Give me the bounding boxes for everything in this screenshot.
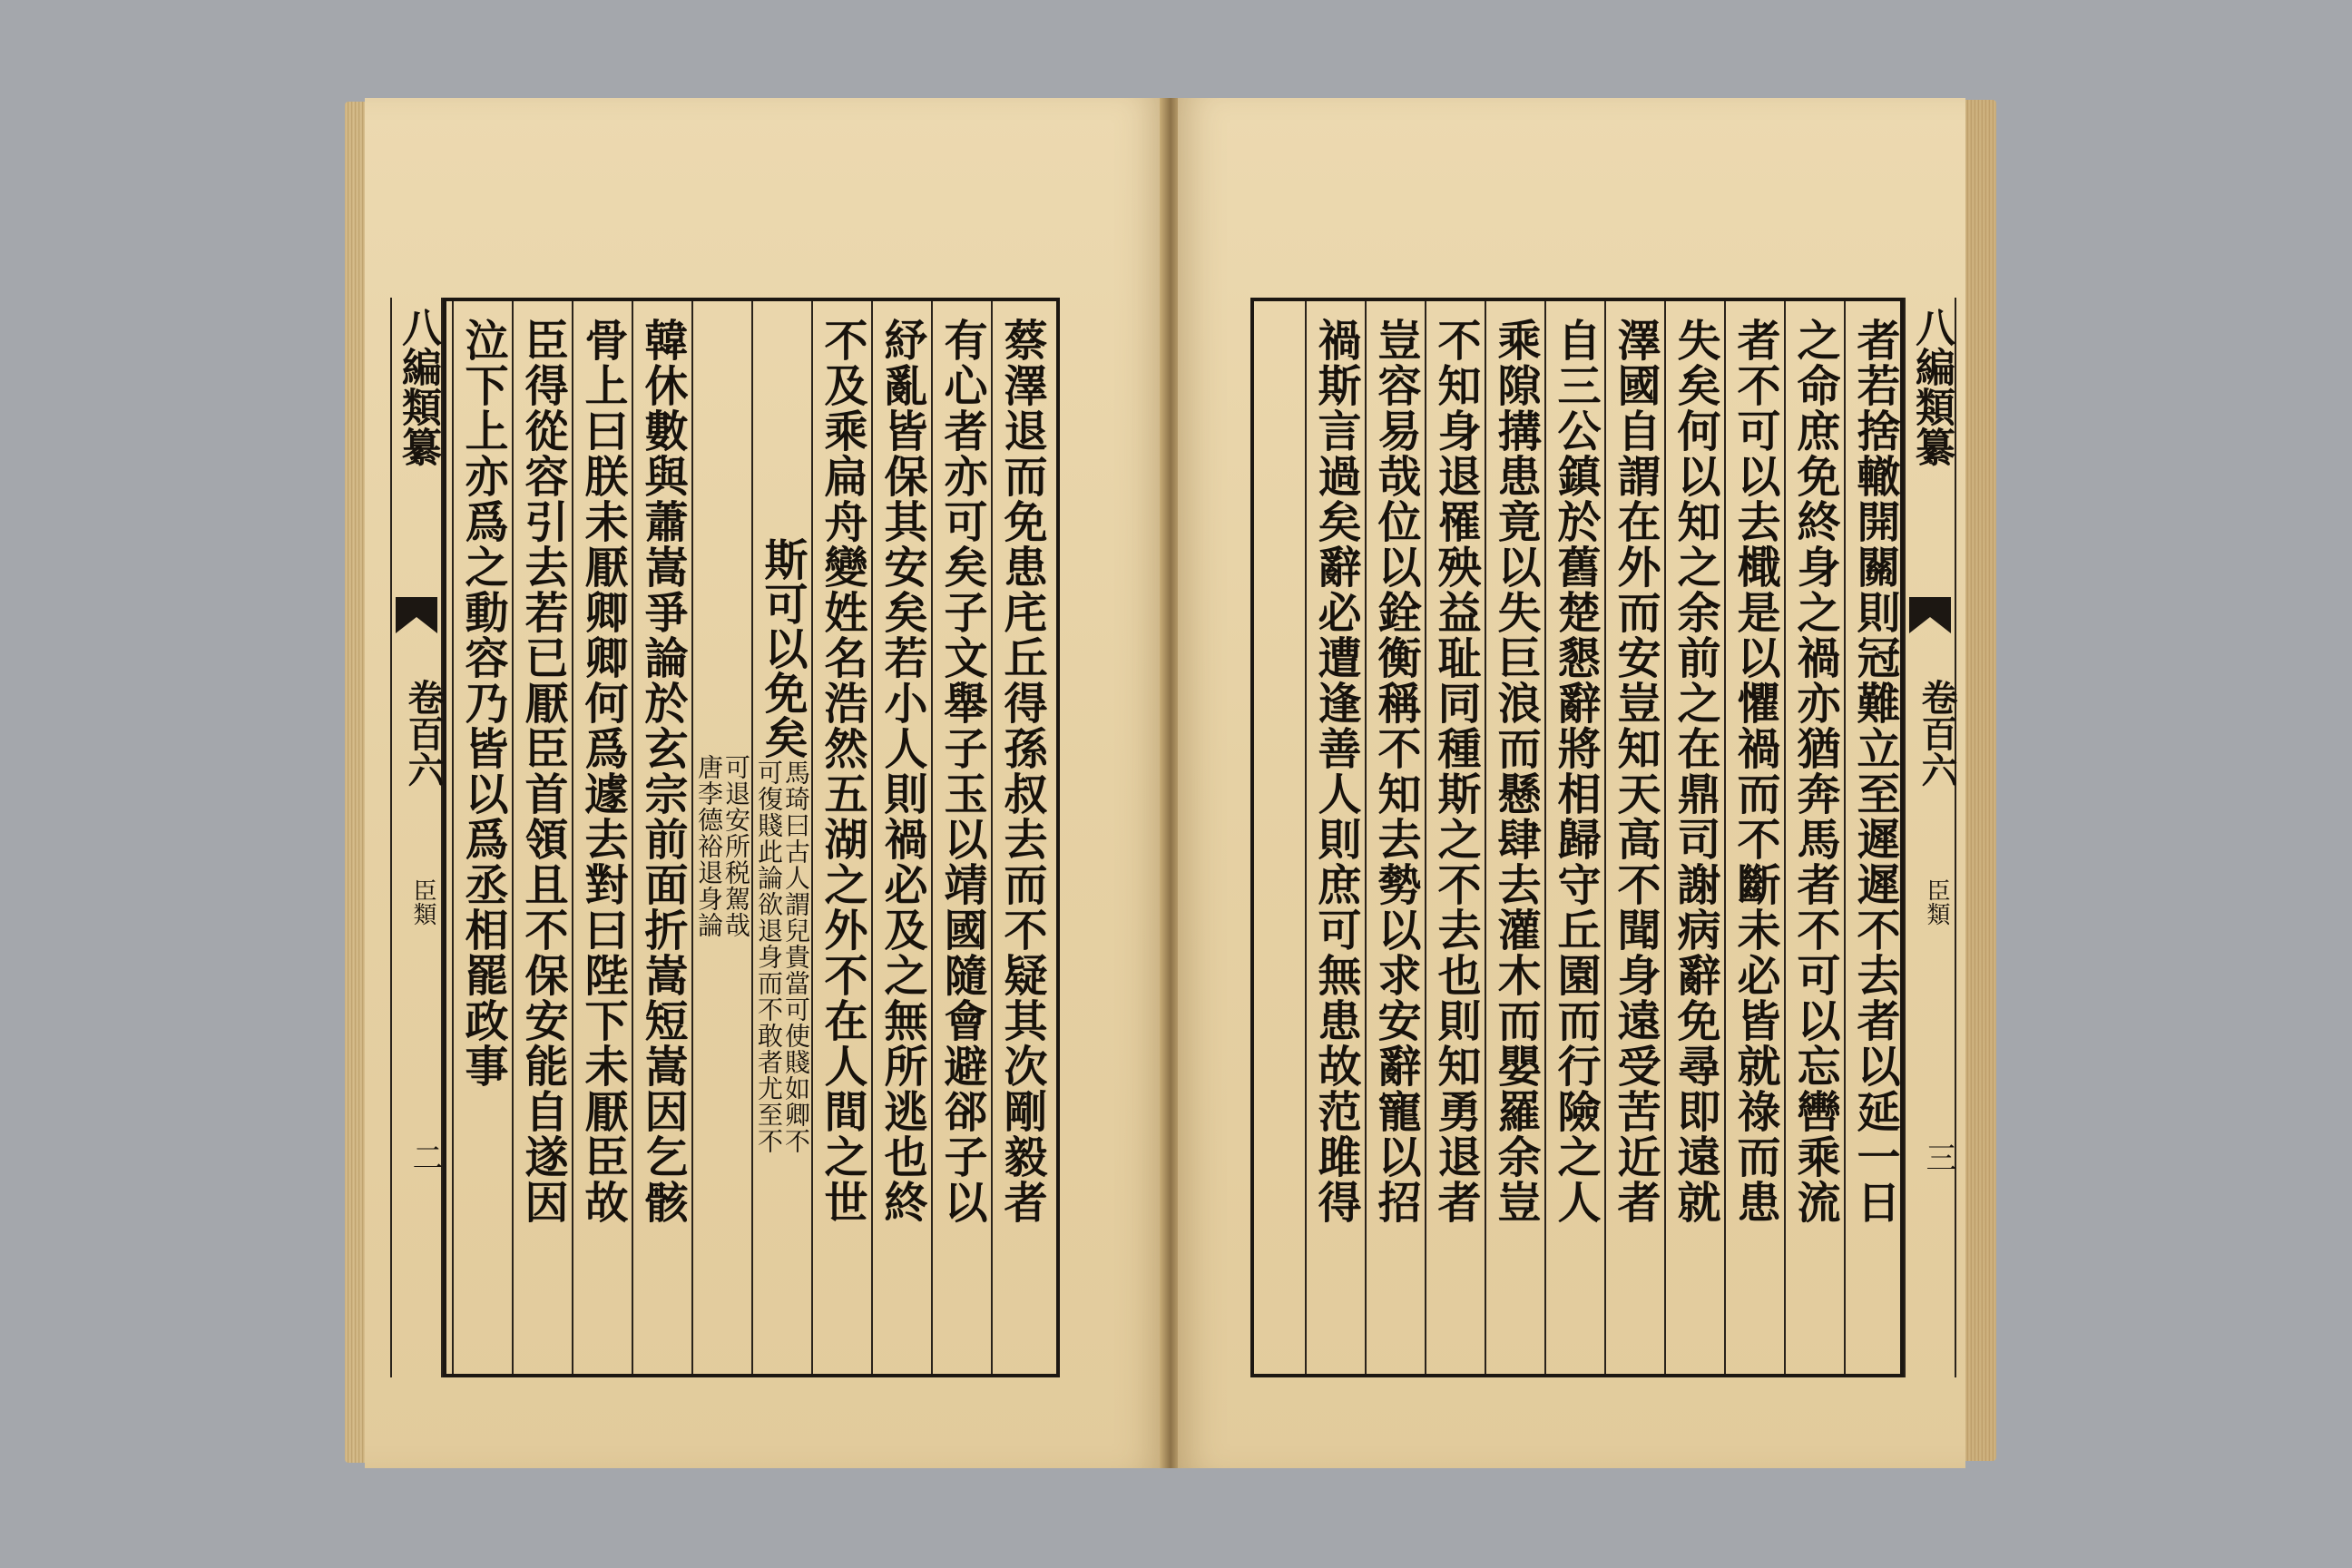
text-column [1485,301,1544,1374]
text-column [931,301,991,1374]
column-text: 自三公鎮於舊楚懇辭將相歸守丘園而行險之人 [1550,318,1601,1225]
annotation-column [751,301,811,1374]
text-column [1365,301,1425,1374]
column-text: 骨上曰朕未厭卿卿何爲遽去對曰陛下未厭臣故 [577,318,628,1225]
column-text: 紓亂皆保其安矣若小人則禍必及之無所逃也終 [877,318,927,1225]
volume-label: 卷百六 [1916,679,1958,788]
annotation-text: 可退安所税駕哉 [721,753,751,938]
column-text: 蔡澤退而免患㡯丘得孫叔去而不疑其次剛毅者 [996,318,1047,1225]
book-title: 八編類纂 [1908,307,1955,466]
annotation-text: 馬琦曰古人謂兒貴當可使賤如卿不 [781,760,811,1154]
text-column [1664,301,1724,1374]
text-column [1844,301,1904,1374]
open-book [345,91,1996,1470]
column-text: 不及乘扁舟變姓名浩然五湖之外不在人間之世 [817,318,867,1225]
category-label: 臣類 [409,878,436,926]
column-text: 有心者亦可矣子文舉子玉以靖國隨會避郤子以 [936,318,987,1225]
column-text: 乘隙搆患竟以失巨浪而懸肆去灌木而嬰羅余豈 [1490,318,1541,1225]
fishtail-mark-icon [396,597,437,633]
left-text-frame [443,298,1060,1377]
column-text: 禍斯言過矣辭必遭逢善人則庶可無患故范雎得 [1310,318,1361,1225]
text-column [632,301,691,1374]
column-text: 韓休數與蕭嵩爭論於玄宗前面折嵩短嵩因乞骸 [637,318,688,1225]
column-text: 失矣何以知之余前之在鼎司謝病辭免尋即遠就 [1670,318,1720,1225]
page-number: 三 [1920,1142,1956,1172]
page-edges-right [1964,100,1996,1461]
left-page [365,98,1163,1468]
column-text: 不知身退罹殃益耻同種斯之不去也則知勇退者 [1430,318,1481,1225]
text-column [452,301,512,1374]
text-column [871,301,931,1374]
text-column [811,301,871,1374]
annotation-column [691,301,751,1374]
fold-column [1904,298,1956,1377]
column-text: 者不可以去檝是以懼禍而不斷未必皆就祿而患 [1730,318,1780,1225]
annotation-text: 唐李德裕退身論 [694,753,724,938]
text-column [1425,301,1485,1374]
annotation-text: 可復賤此論欲退身而不敢者尤至不 [754,760,784,1154]
volume-label: 卷百六 [402,679,445,788]
column-text: 泣下上亦爲之動容乃皆以爲丞相罷政事 [457,318,508,1089]
text-column [1784,301,1844,1374]
fold-column [390,298,443,1377]
column-text: 者若捨轍開關則冠難立至遲遲不去者以延一日 [1849,318,1900,1225]
column-text: 臣得從容引去若已厭臣首領且不保安能自遂因 [517,318,568,1225]
text-column [991,301,1051,1374]
text-column [1724,301,1784,1374]
text-column [572,301,632,1374]
column-text: 豈容易哉位以銓衡稱不知去勢以求安辭寵以招 [1370,318,1421,1225]
page-number: 二 [407,1142,443,1172]
right-text-frame [1250,298,1904,1377]
book-title: 八編類纂 [395,307,441,466]
text-column [512,301,572,1374]
fishtail-mark-icon [1909,597,1951,633]
right-page [1178,98,1965,1468]
column-text: 斯可以免矣 [757,537,808,760]
text-column [1604,301,1664,1374]
text-column [1544,301,1604,1374]
text-column [1305,301,1365,1374]
column-text: 澤國自謂在外而安豈知天高不聞身遠受苦近者 [1610,318,1661,1225]
category-label: 臣類 [1923,878,1950,926]
column-text: 之命庶免終身之禍亦猶奔馬者不可以忘轡乘流 [1789,318,1840,1225]
